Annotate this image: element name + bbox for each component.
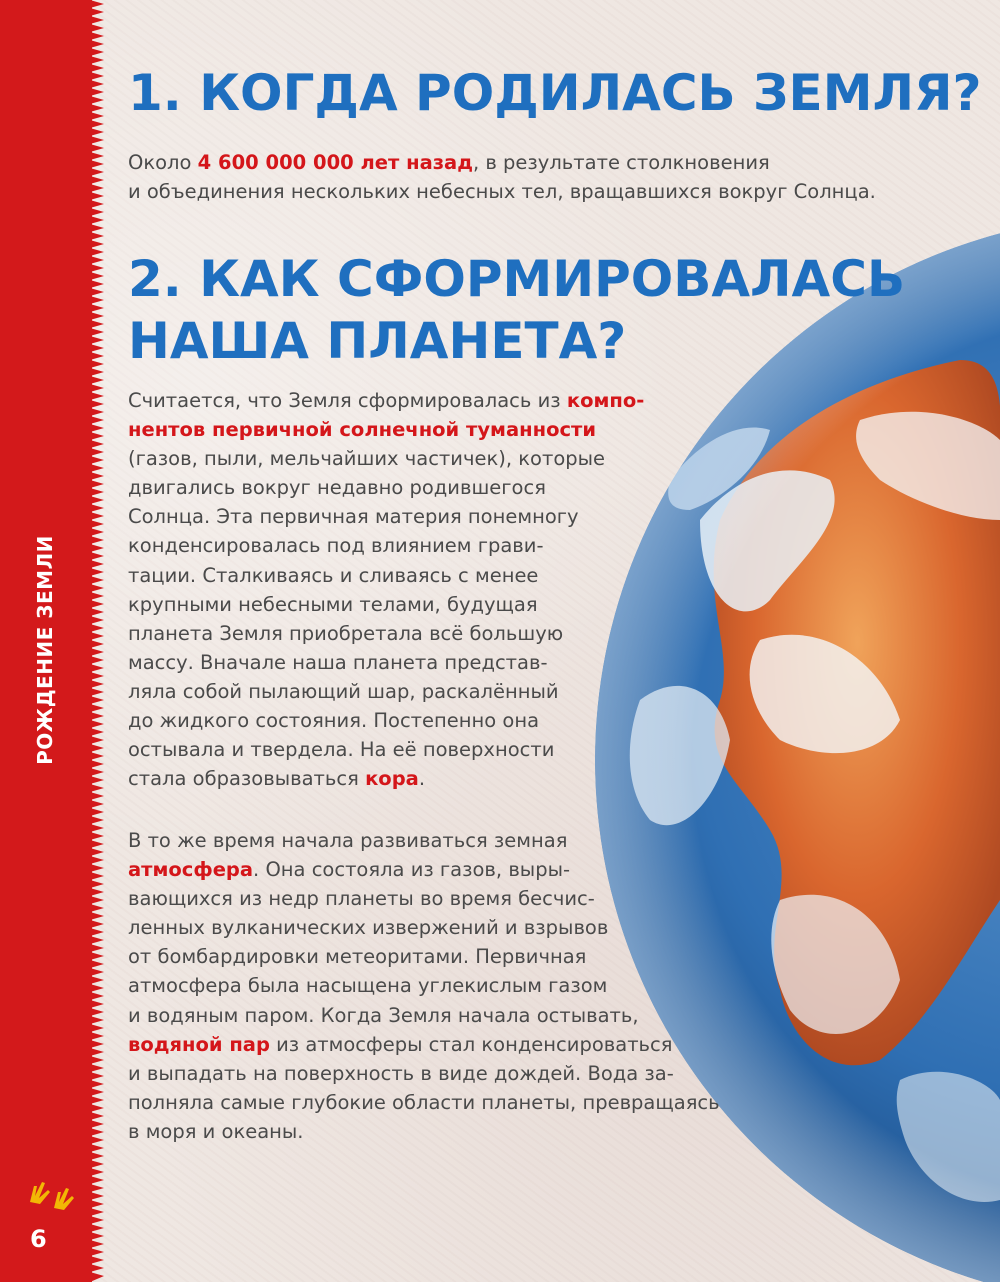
section-1-heading: 1. КОГДА РОДИЛАСЬ ЗЕМЛЯ?	[128, 64, 982, 122]
highlighted-term: атмосфера	[128, 858, 254, 882]
text-line: в моря и океаны.	[128, 1119, 304, 1143]
highlighted-term: водяной пар	[128, 1032, 270, 1056]
text-fragment: Около	[128, 151, 198, 174]
highlighted-date: 4 600 000 000 лет назад	[197, 151, 473, 174]
text-line	[128, 764, 644, 793]
text-line: вающихся из недр планеты во время бесчис-	[128, 887, 595, 911]
text-fragment: стала образовываться	[128, 767, 366, 791]
highlighted-term: нентов первичной солнечной туманности	[128, 418, 596, 442]
text-line	[128, 855, 720, 884]
text-line: конденсировалась под влиянием грави-	[128, 534, 544, 558]
text-line: и объединения нескольких небесных тел, вращавшихся вокруг Солнца.	[128, 180, 876, 204]
text-fragment: Считается, что Земля сформировалась из	[128, 389, 567, 412]
section-2-paragraph-1	[128, 386, 644, 793]
text-line: остывала и твердела. На её поверхности	[128, 738, 555, 762]
text-line: атмосфера была насыщена углекислым газом	[128, 974, 608, 998]
text-fragment: .	[418, 767, 426, 791]
text-line: Солнца. Эта первичная материя понемногу	[128, 505, 579, 529]
highlighted-term: кора	[365, 767, 419, 791]
text-line: двигались вокруг недавно родившегося	[128, 476, 546, 500]
text-line: ленных вулканических извержений и взрывов	[128, 916, 609, 940]
text-line: ляла собой пылающий шар, раскалённый	[128, 679, 559, 703]
text-fragment: . Она состояла из газов, выры-	[253, 858, 571, 882]
highlighted-term: компо-	[566, 389, 645, 412]
section-2-heading-line-1: 2. КАК СФОРМИРОВАЛАСЬ	[128, 250, 906, 308]
text-fragment: , в результате столкновения	[472, 151, 770, 174]
text-line: массу. Вначале наша планета представ-	[128, 650, 548, 674]
page-number: 6	[30, 1225, 47, 1253]
text-line	[128, 386, 644, 415]
section-1-text	[128, 148, 876, 206]
section-label: РОЖДЕНИЕ ЗЕМЛИ	[33, 535, 57, 765]
text-line: тации. Сталкиваясь и сливаясь с менее	[128, 563, 539, 587]
text-line	[128, 1030, 720, 1059]
section-2-heading-line-2: НАША ПЛАНЕТА?	[128, 312, 627, 370]
sidebar-zigzag-edge	[90, 0, 106, 1282]
text-line: (газов, пыли, мельчайших частичек), которые	[128, 447, 606, 471]
text-line: от бомбардировки метеоритами. Первичная	[128, 945, 587, 969]
text-line: и водяным паром. Когда Земля начала остывать,	[128, 1003, 639, 1027]
text-line: до жидкого состояния. Постепенно она	[128, 709, 540, 733]
text-line: В то же время начала развиваться земная	[128, 829, 568, 852]
section-2-paragraph-2	[128, 826, 720, 1146]
footprints-icon	[20, 1172, 80, 1212]
text-fragment: из атмосферы стал конденсироваться	[269, 1032, 673, 1056]
text-line: планета Земля приобретала всё большую	[128, 621, 564, 645]
text-line: крупными небесными телами, будущая	[128, 592, 538, 616]
text-line: и выпадать на поверхность в виде дождей. Вода за-	[128, 1061, 674, 1085]
text-line	[128, 415, 644, 444]
text-line	[128, 148, 876, 177]
text-line: полняла самые глубокие области планеты, превращаясь	[128, 1090, 720, 1114]
